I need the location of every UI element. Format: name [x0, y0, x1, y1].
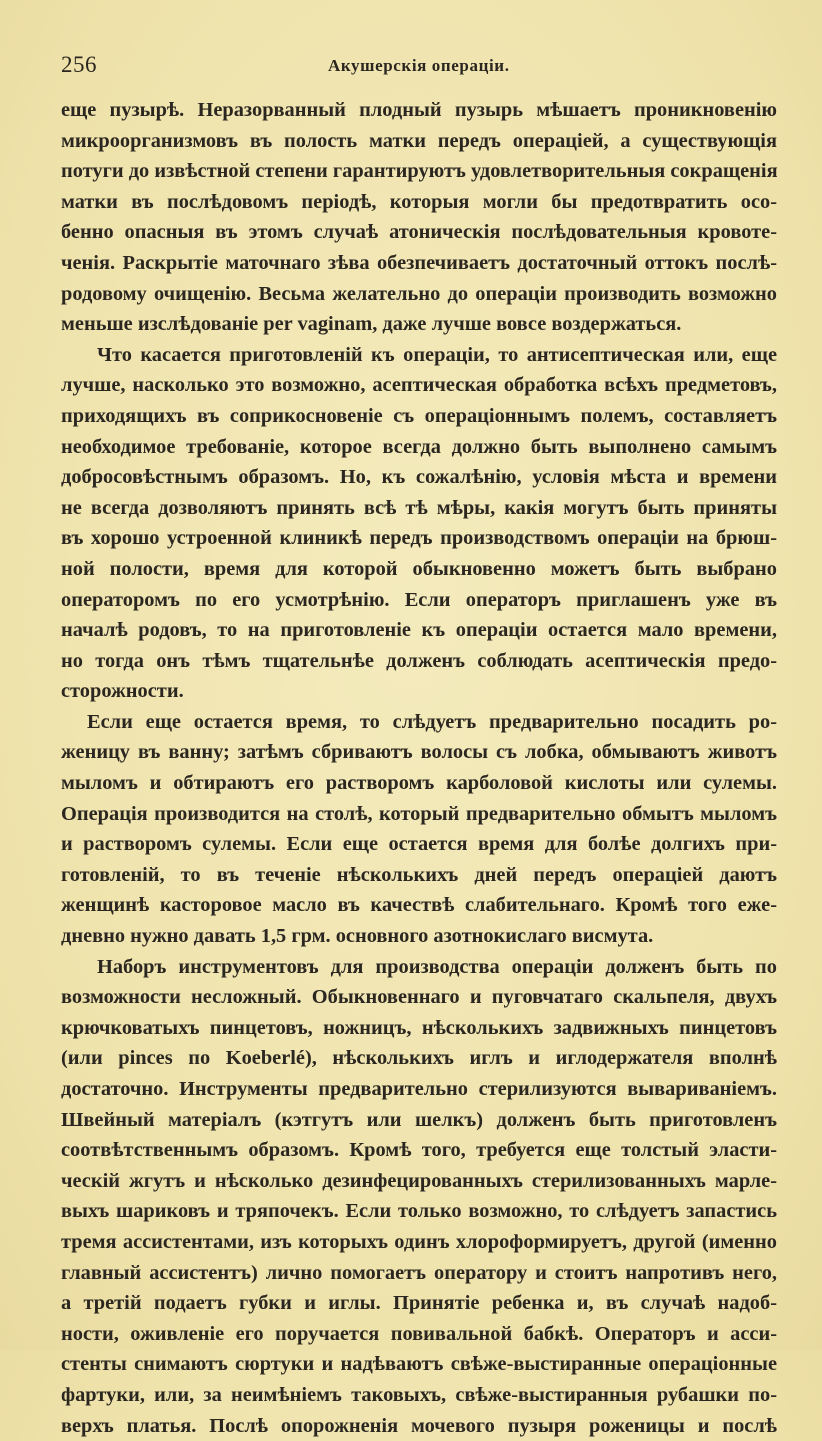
text-line: меньше изслѣдованіе per vaginam, даже лучше вовсе воздержаться. — [61, 313, 682, 336]
text-line: возможности несложный. Обыкновеннаго и пуговчатаго скальпеля, двухъ — [61, 986, 777, 1009]
text-line: Операція производится на столѣ, который предварительно обмытъ мыломъ — [61, 802, 777, 825]
text-line: (или pinces по Koeberlé), нѣсколькихъ иглъ и иглодержателя вполнѣ — [61, 1047, 777, 1070]
text-line: не всегда дозволяютъ принять всѣ тѣ мѣры, какія могутъ быть приняты — [61, 496, 777, 519]
text-line: соотвѣтственнымъ образомъ. Кромѣ того, требуется еще толстый эласти- — [61, 1139, 777, 1162]
text-line: а третій подаетъ губки и иглы. Принятіе ребенка и, въ случаѣ надоб- — [61, 1292, 777, 1315]
text-line: но тогда онъ тѣмъ тщательнѣе долженъ соблюдать асептическія предо- — [61, 649, 777, 672]
text-line: готовленій, то въ теченіе нѣсколькихъ дней передъ операціей даютъ — [61, 863, 777, 886]
text-line: потуги до извѣстной степени гарантируютъ удовлетворительныя сокращенія — [61, 160, 778, 183]
text-line: приходящихъ въ соприкосновеніе съ операціоннымъ полемъ, составляетъ — [61, 404, 777, 427]
text-line: мыломъ и обтираютъ его растворомъ карболовой кислоты или сулемы. — [61, 772, 777, 795]
text-line: добросовѣстнымъ образомъ. Но, къ сожалѣнію, условія мѣста и времени — [61, 466, 777, 489]
text-line: главный ассистентъ) лично помогаетъ оператору и стоитъ напротивъ него, — [61, 1261, 777, 1284]
text-line: фартуки, или, за неимѣніемъ таковыхъ, свѣже-выстиранныя рубашки по- — [61, 1383, 777, 1406]
text-line: Швейный матеріалъ (кэтгутъ или шелкъ) долженъ быть приготовленъ — [61, 1108, 777, 1131]
text-line: выхъ шариковъ и тряпочекъ. Если только возможно, то слѣдуетъ запастись — [61, 1200, 777, 1223]
body-text — [61, 95, 777, 1441]
text-line: и растворомъ сулемы. Если еще остается время для болѣе долгихъ при- — [61, 833, 777, 856]
text-line: бенно опасныя въ этомъ случаѣ атоническія послѣдовательныя кровоте- — [61, 221, 777, 244]
text-line: Что касается приготовленій къ операціи, то антисептическая или, еще — [97, 343, 777, 366]
text-line: ности, оживленіе его поручается повивальной бабкѣ. Операторъ и асси- — [61, 1322, 777, 1345]
text-line: стенты снимаютъ сюртуки и надѣваютъ свѣже-выстиранные операціонные — [61, 1353, 777, 1376]
text-line: матки въ послѣдовомъ періодѣ, которыя могли бы предотвратить осо- — [61, 190, 777, 213]
text-line: началѣ родовъ, то на приготовленіе къ операціи остается мало времени, — [61, 619, 777, 642]
text-line: микроорганизмовъ въ полость матки передъ операціей, а существующія — [61, 129, 777, 152]
page-number: 256 — [61, 52, 97, 77]
text-line: операторомъ по его усмотрѣнію. Если операторъ приглашенъ уже въ — [61, 588, 777, 611]
text-line: лучше, насколько это возможно, асептическая обработка всѣхъ предметовъ, — [61, 374, 777, 397]
text-line: женицу въ ванну; затѣмъ сбриваютъ волосы съ лобка, обмываютъ животъ — [61, 741, 777, 764]
text-line: родовому очищенію. Весьма желательно до операціи производить возможно — [61, 282, 777, 305]
running-title: Акушерскія операціи. — [328, 56, 510, 75]
text-line: крючковатыхъ пинцетовъ, ножницъ, нѣсколькихъ задвижныхъ пинцетовъ — [61, 1016, 777, 1039]
text-line: Если еще остается время, то слѣдуетъ предварительно посадить ро- — [87, 710, 777, 733]
page-header — [61, 52, 782, 82]
text-line: ной полости, время для которой обыкновенно можетъ быть выбрано — [61, 557, 777, 580]
text-line: необходимое требованіе, которое всегда должно быть выполнено самымъ — [61, 435, 777, 458]
text-line: тремя ассистентами, изъ которыхъ одинъ хлороформируетъ, другой (именно — [61, 1230, 777, 1253]
text-line: женщинѣ касторовое масло въ качествѣ слабительнаго. Кромѣ того еже- — [61, 894, 777, 917]
text-line: сторожности. — [61, 680, 184, 703]
text-line: ченія. Раскрытіе маточнаго зѣва обезпечиваетъ достаточный оттокъ послѣ- — [61, 251, 777, 274]
text-line: дневно нужно давать 1,5 грм. основного азотнокислаго висмута. — [61, 925, 654, 948]
text-line: еще пузырѣ. Неразорванный плодный пузырь мѣшаетъ проникновенію — [61, 99, 777, 121]
text-line: Наборъ инструментовъ для производства операціи долженъ быть по — [97, 955, 777, 978]
text-line: ческій жгутъ и нѣсколько дезинфецированныхъ стерилизованныхъ марле- — [61, 1169, 777, 1192]
text-line: верхъ платья. Послѣ опорожненія мочевого пузыря роженицы и послѣ — [61, 1414, 777, 1437]
text-line: въ хорошо устроенной клиникѣ передъ производствомъ операціи на брюш- — [61, 527, 777, 550]
text-line: достаточно. Инструменты предварительно стерилизуются вывариваніемъ. — [61, 1078, 777, 1100]
